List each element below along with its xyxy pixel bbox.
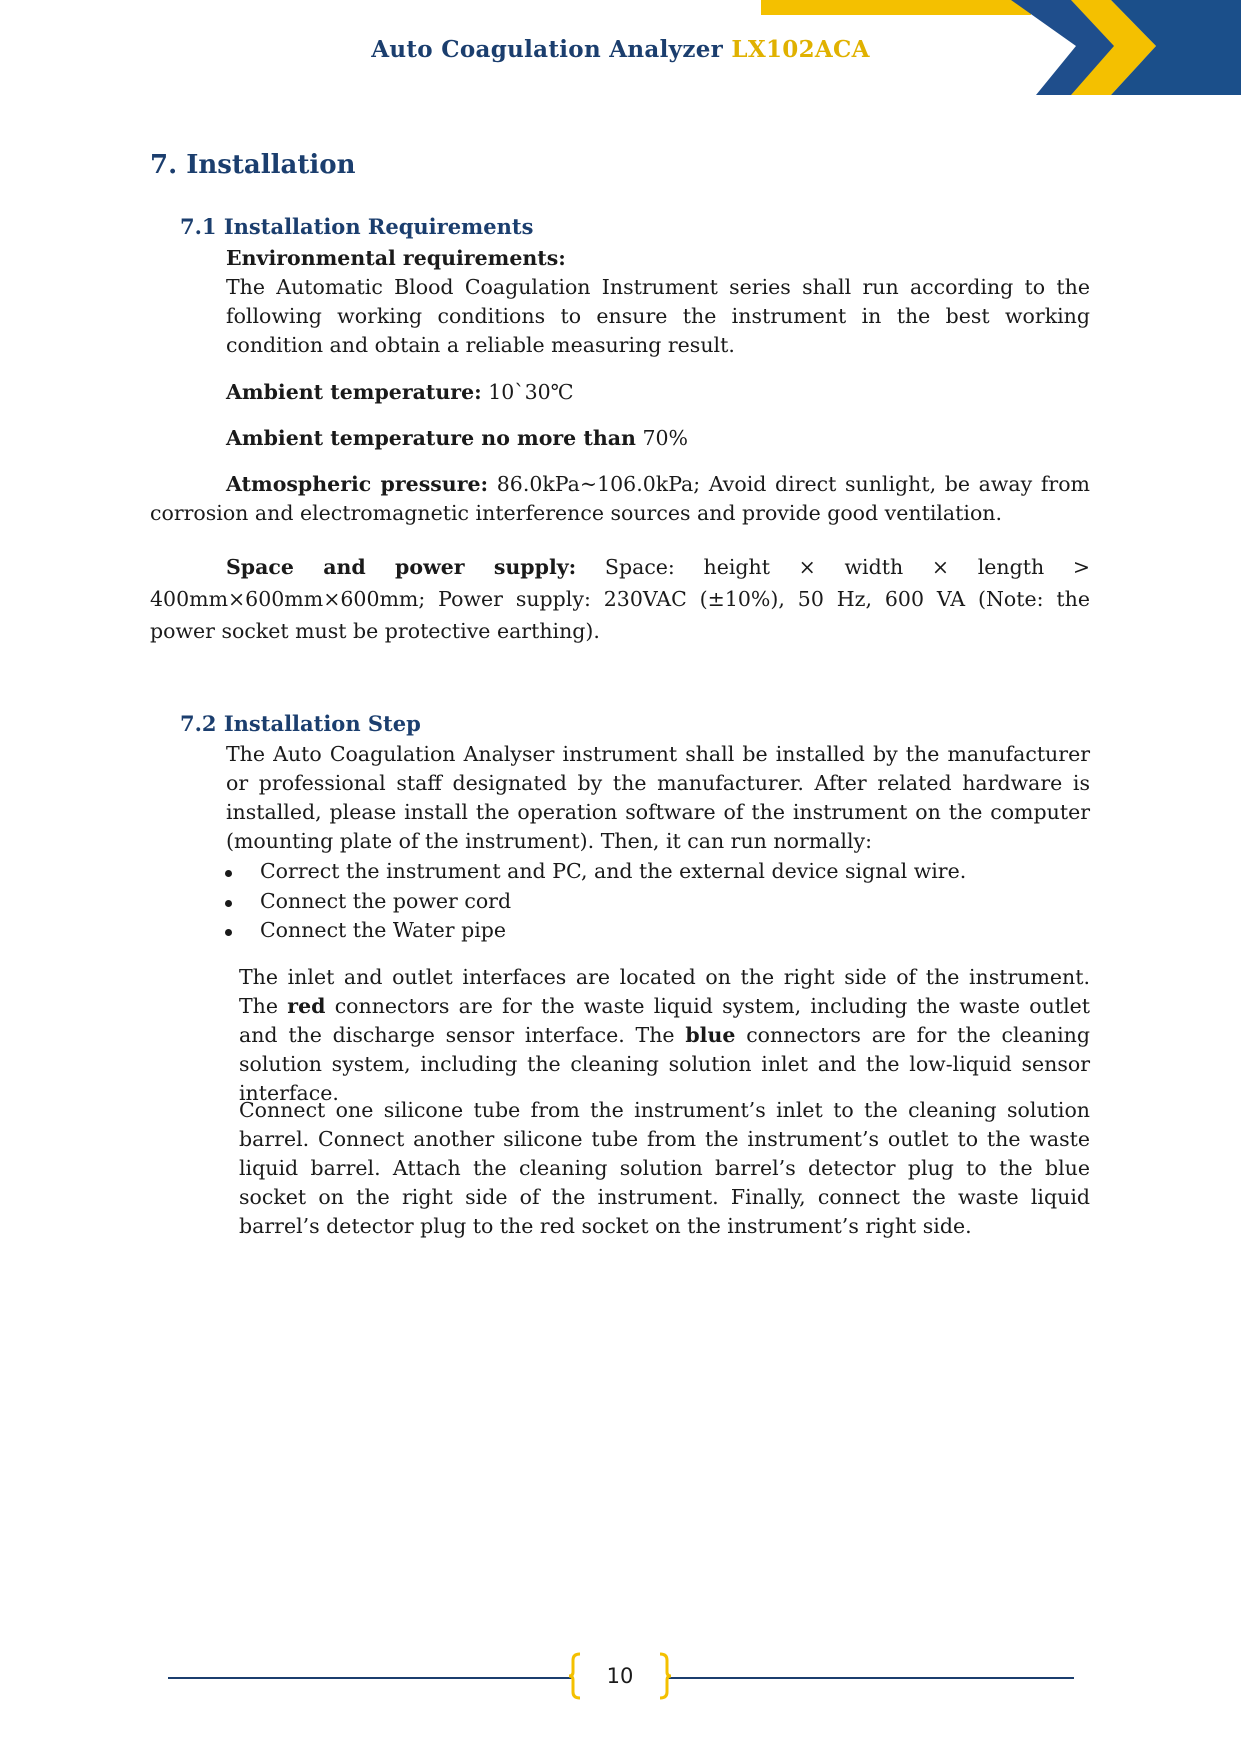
connectors-paragraph xyxy=(239,963,1090,1108)
connectors-text-a: The inlet and outlet interfaces are located on the right side of the instrument. The xyxy=(239,965,1090,1018)
document-header-title xyxy=(0,36,1241,63)
page-bracket-right xyxy=(658,1652,672,1700)
list-item: Correct the instrument and PC, and the external device signal wire. xyxy=(222,857,966,887)
list-item: Connect the Water pipe xyxy=(222,916,966,946)
footer-rule-left xyxy=(168,1677,572,1679)
humidity-label: Ambient temperature no more than xyxy=(226,426,636,450)
pressure-paragraph xyxy=(150,470,1090,528)
pressure-text: 86.0kPa~106.0kPa; Avoid direct sunlight, be away from corrosion and electromagnetic interference sources and provide good ventilation. xyxy=(150,472,1090,525)
subsection-title-steps: 7.2 Installation Step xyxy=(180,711,421,736)
page-number: 10 xyxy=(606,1664,634,1688)
ambient-temperature-line xyxy=(226,378,1090,407)
list-item: Connect the power cord xyxy=(222,887,966,917)
installation-intro: The Auto Coagulation Analyser instrument shall be installed by the manufacturer or professional staff designated by the manufacturer. After related hardware is installed, please install the operation software of the instrument on the computer (mounting plate of the instrument). Then, it can run normally: xyxy=(226,742,1090,853)
tube-connection-paragraph: Connect one silicone tube from the instrument’s inlet to the cleaning solution barrel. Connect another silicone tube from the instrument’s outlet to the waste liquid barrel. Attach the cleaning solution barrel’s detector plug to the blue socket on the right side of the instrument. Finally, connect the waste liquid barrel’s detector plug to the red socket on the instrument’s right side. xyxy=(239,1098,1090,1238)
temp-value: 10`30℃ xyxy=(481,380,574,404)
installation-steps-list xyxy=(222,857,966,946)
humidity-value: 70% xyxy=(635,426,689,450)
space-power-paragraph xyxy=(150,551,1090,647)
header-model-name: LX102ACA xyxy=(731,36,870,63)
space-label: Space and power supply: xyxy=(226,555,577,579)
pressure-label: Atmospheric pressure: xyxy=(226,472,489,496)
footer-rule-right xyxy=(666,1677,1074,1679)
humidity-line xyxy=(226,424,1090,453)
space-text: Space: height × width × length > 400mm×600mm×600mm; Power supply: 230VAC (±10%), 50 Hz, 600 VA (Note: the power socket must be protective earthing). xyxy=(150,555,1090,643)
blue-keyword: blue xyxy=(685,1023,736,1047)
connectors-text-c: connectors are for the cleaning solution system, including the cleaning solution inlet and the low-liquid sensor interface. xyxy=(239,1023,1090,1105)
subsection-title-requirements: 7.1 Installation Requirements xyxy=(180,214,534,239)
section-title: 7. Installation xyxy=(150,150,356,180)
red-keyword: red xyxy=(287,994,326,1018)
temp-label: Ambient temperature: xyxy=(226,380,482,404)
env-text: The Automatic Blood Coagulation Instrument series shall run according to the following working conditions to ensure the instrument in the best working condition and obtain a reliable measuring result. xyxy=(226,275,1090,357)
header-title-prefix: Auto Coagulation Analyzer xyxy=(371,36,732,63)
environmental-requirements xyxy=(226,244,1090,360)
env-label: Environmental requirements: xyxy=(226,246,566,270)
connectors-text-b: connectors are for the waste liquid system, including the waste outlet and the discharge sensor interface. The xyxy=(239,994,1091,1047)
